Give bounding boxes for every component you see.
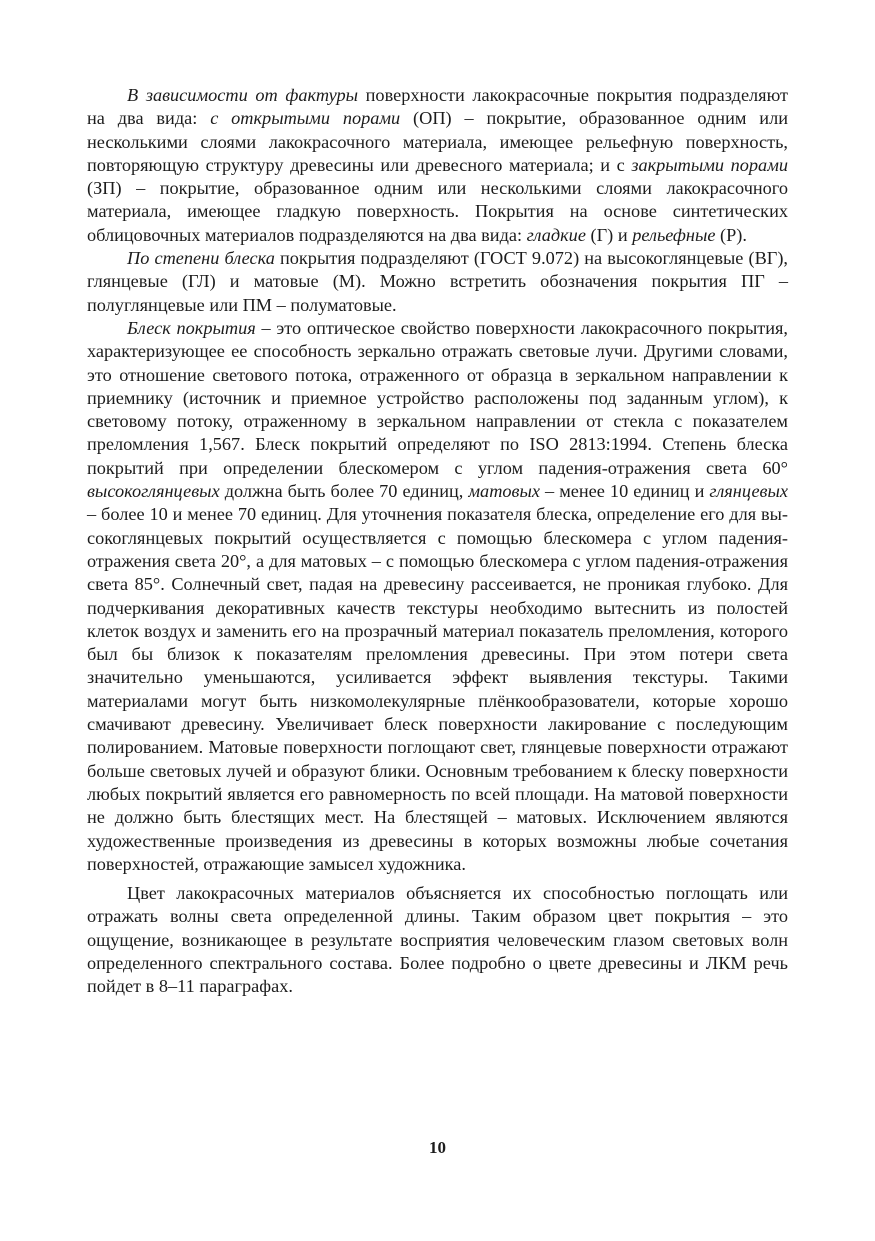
- term-relief: рельефные: [632, 224, 716, 245]
- paragraph-gloss-definition: [87, 317, 788, 876]
- page-number: 10: [429, 1138, 446, 1157]
- text-run: должна быть более 70 единиц,: [219, 481, 469, 502]
- term-smooth: гладкие: [526, 224, 586, 245]
- text-run: – более 10 и менее 70 единиц. Для уточнения показателя блеска, определение его для высокоглянцевых покрытий осуществляется с помощью блескомера с углом падения-отражения света 20°, а для матовых – с помощью блескомера с углом падения-отражения света 85°. Солнечный свет, падая на древесину рассеивается, не проникая глубоко. Для подчеркивания декоративных качеств текстуры необходимо вытеснить из полостей клеток воздух и заменить его на прозрачный материал показатель преломления, которого был бы близок к показателям преломления древесины. При этом потери света значительно уменьшаются, усиливается эффект выявления текстуры. Такими материалами могут быть низкомолекулярные плёнкообразователи, которые хорошо смачивают древесину. Увеличивает блеск поверхности лакирование с последующим полированием. Матовые поверхности поглощают свет, глянцевые поверхности отражают больше световых лучей и образуют блики. Основным требованием к блеску поверхности любых покрытий является его равномерность по всей площади. На матовой поверхности не должно быть блестящих мест. На блестящей – матовых. Исключением являются художественные произведения из древесины в которых возможны любые сочетания поверхностей, отражающие замысел художника.: [87, 504, 788, 874]
- term-texture: В зависимости от фактуры: [127, 85, 358, 105]
- term-closed-pores: закрытыми порами: [631, 154, 789, 175]
- text-run: – менее 10 единиц и: [539, 481, 710, 502]
- text-run: покрытия подразделяют (ГОСТ 9.072) на высокоглянцевые (ВГ), глянцевые (ГЛ) и матовые (М). Можно встретить обозначения покрытия ПГ – полуглянцевые или ПМ – полуматовые.: [87, 248, 788, 315]
- text-run: Цвет лакокрасочных материалов объясняется их способностью поглощать или отражать волны света определенной длины. Таким образом цвет покрытия – это ощущение, возникающее в результате восприятия человеческим глазом световых волн определенного спектрального состава. Более подробно о цвете древесины и ЛКМ речь пойдет в 8–11 параграфах.: [87, 883, 788, 997]
- paragraph-gloss-degree: [87, 247, 788, 317]
- paragraph-color: [87, 882, 788, 998]
- text-run: (Г) и: [585, 224, 633, 245]
- term-high-gloss: высокоглянцевых: [87, 481, 220, 502]
- text-run: (ЗП) – покрытие, образованное одним или несколькими слоями лакокрасочного материала, имеющее гладкую поверхность. Покрытия на основе синтетических облицовочных материалов подразделяются на два вида:: [87, 178, 788, 245]
- term-gloss: Блеск покрытия: [127, 317, 256, 338]
- text-run: (Р).: [715, 224, 747, 245]
- text-run: поверхности лакокрасочные покрытия подразделяют на два вида:: [87, 85, 788, 129]
- text-run: (ОП) – покрытие, образованное одним или несколькими слоями лакокрасочного материала, имеющее рельефную поверхность, повторяющую структуру древесины или древесного материала; и с: [87, 108, 788, 175]
- term-glossy: глянцевых: [709, 481, 788, 502]
- text-run: – это оптическое свойство поверхности лакокрасочного покрытия, характеризующее ее способность зеркально отражать световые лучи. Другими словами, это отношение светового потока, отраженного от образца в зеркальном направлении к приемнику (источник и приемное устройство расположены под заданным углом), к световому потоку, отраженному в зеркальном направлении от стекла с показателем преломления 1,567. Блеск покрытий определяют по ISO 2813:1994. Степень блеска покрытий при определении блескомером с углом падения-отражения света 60°: [87, 317, 789, 478]
- page-body: [87, 84, 788, 999]
- term-matte: матовых: [468, 481, 540, 502]
- term-gloss-degree: По степени блеска: [127, 248, 275, 269]
- term-open-pores: с открытыми порами: [210, 108, 401, 129]
- paragraph-texture: [87, 84, 788, 247]
